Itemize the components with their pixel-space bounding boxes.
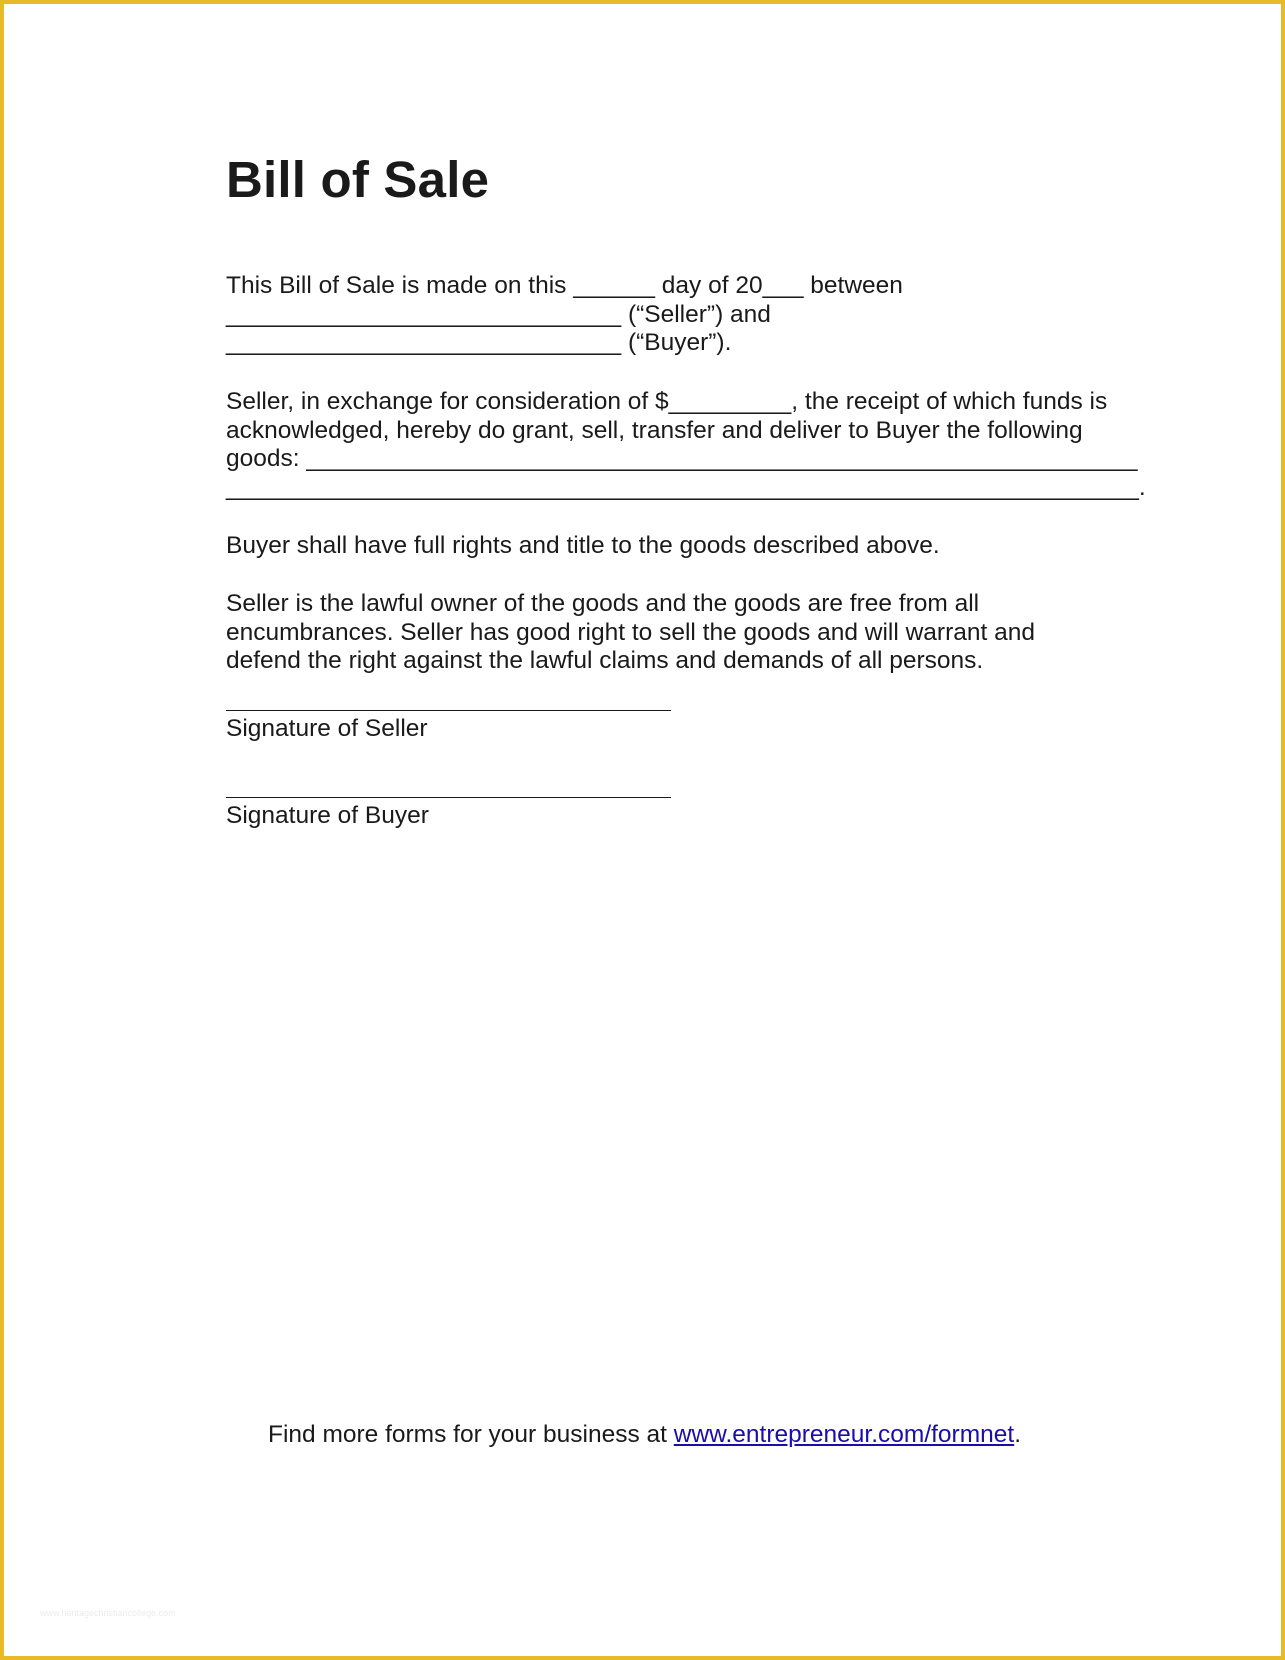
ownership-paragraph [226, 590, 1035, 676]
buyer-signature-label: Signature of Buyer [226, 802, 429, 829]
consideration-line-4: ___________________________________________________________________. [226, 473, 1146, 501]
ownership-line-2: encumbrances. Seller has good right to sell the goods and will warrant and [226, 618, 1035, 646]
rights-line-1: Buyer shall have full rights and title to the goods described above. [226, 532, 940, 559]
buyer-signature-block [226, 797, 671, 831]
document-title: Bill of Sale [226, 151, 490, 208]
consideration-line-1: Seller, in exchange for consideration of $_________, the receipt of which funds is [226, 388, 1108, 415]
consideration-paragraph [226, 388, 1146, 502]
ownership-line-1: Seller is the lawful owner of the goods and the goods are free from all [226, 590, 980, 617]
ownership-line-3: defend the right against the lawful claims and demands of all persons. [226, 647, 984, 674]
seller-signature-block [226, 710, 671, 744]
consideration-line-3: goods: _____________________________________________________________ [226, 445, 1138, 472]
footer [0, 1421, 1285, 1449]
footer-end: . [1014, 1421, 1021, 1448]
watermark: www.heritagechristiancollege.com [40, 1608, 176, 1618]
consideration-line-2: acknowledged, hereby do grant, sell, transfer and deliver to Buyer the following [226, 416, 1083, 444]
formnet-link[interactable]: www.entrepreneur.com/formnet [673, 1421, 1015, 1448]
footer-text: Find more forms for your business at [267, 1421, 674, 1448]
seller-signature-line [226, 710, 671, 711]
agreement-line-2: _____________________________ (“Seller”) and [226, 300, 771, 328]
buyer-signature-line [226, 797, 671, 798]
seller-signature-label: Signature of Seller [226, 715, 428, 742]
agreement-line-1: This Bill of Sale is made on this ______ day of 20___ between [226, 272, 903, 299]
rights-paragraph [226, 532, 940, 561]
footer-text-group [268, 1421, 1021, 1448]
agreement-line-3: _____________________________ (“Buyer”). [226, 329, 732, 356]
agreement-paragraph [226, 272, 903, 358]
